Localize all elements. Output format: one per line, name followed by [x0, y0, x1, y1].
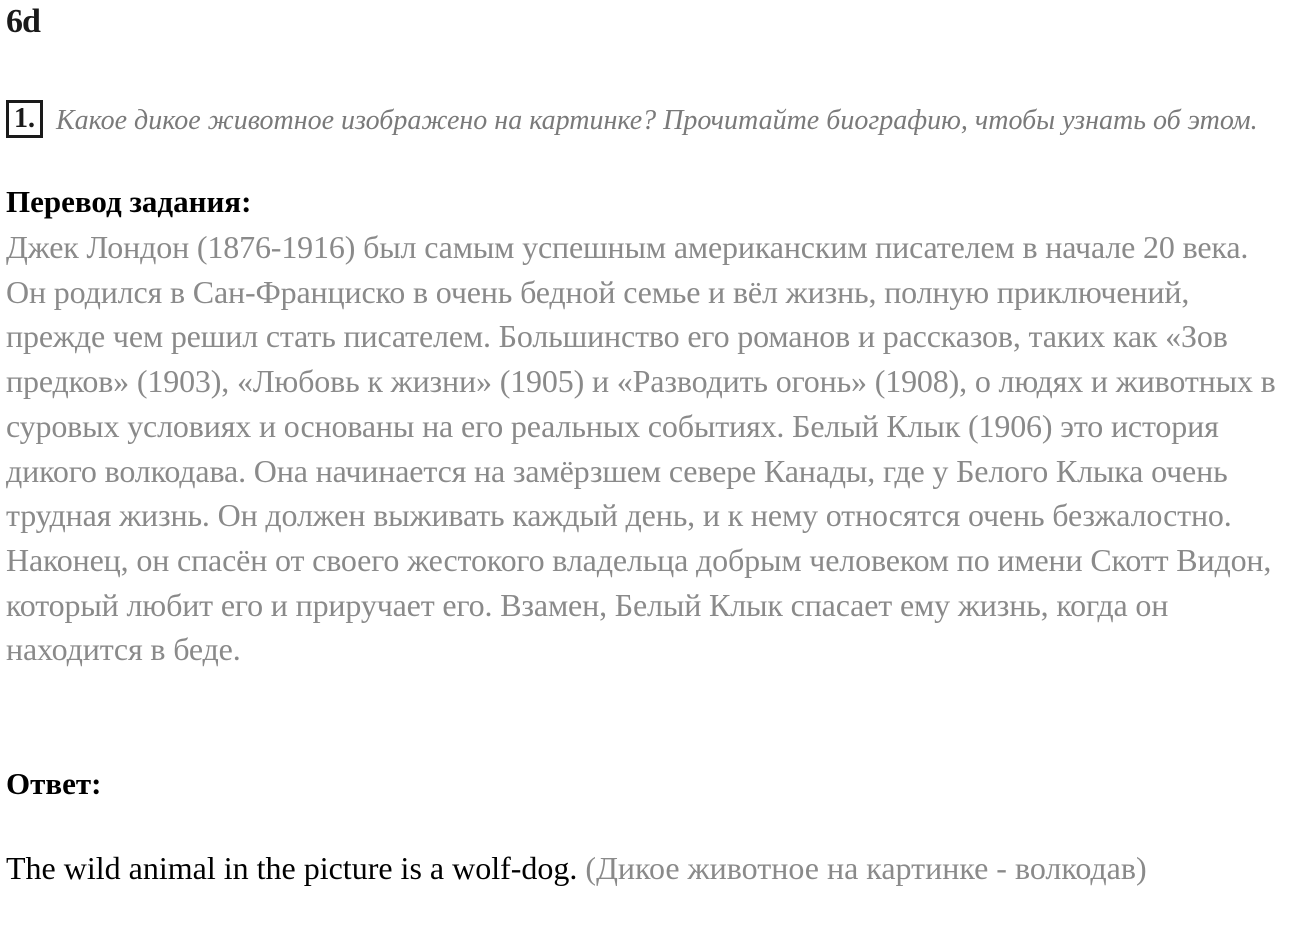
- answer-heading: Ответ:: [6, 766, 102, 801]
- answer-russian: (Дикое животное на картинке - волкодав): [585, 850, 1147, 886]
- answer-text: [6, 846, 1296, 890]
- translation-text: Джек Лондон (1876-1916) был самым успешным американским писателем в начале 20 века. Он родился в Сан-Франциско в очень бедной семье и вёл жизнь, полную приключений, прежде чем решил стать писателем. Большинство его романов и рассказов, таких как «Зов предков» (1903), «Любовь к жизни» (1905) и «Разводить огонь» (1908), о людях и животных в суровых условиях и основаны на его реальных событиях. Белый Клык (1906) это история дикого волкодава. Она начинается на замёрзшем севере Канады, где у Белого Клыка очень трудная жизнь. Он должен выживать каждый день, и к нему относятся очень безжалостно. Наконец, он спасён от своего жестокого владельца добрым человеком по имени Скотт Видон, который любит его и приручает его. Взамен, Белый Клык спасает ему жизнь, когда он находится в беде.: [6, 229, 1276, 668]
- task-instruction: [6, 100, 1286, 141]
- task-text: Какое дикое животное изображено на картинке? Прочитайте биографию, чтобы узнать об этом.: [56, 105, 1258, 136]
- translation-heading: Перевод задания:: [6, 184, 252, 219]
- answer-english: The wild animal in the picture is a wolf-dog.: [6, 850, 578, 886]
- section-title: 6d: [6, 3, 40, 40]
- task-number-badge: 1.: [6, 100, 43, 138]
